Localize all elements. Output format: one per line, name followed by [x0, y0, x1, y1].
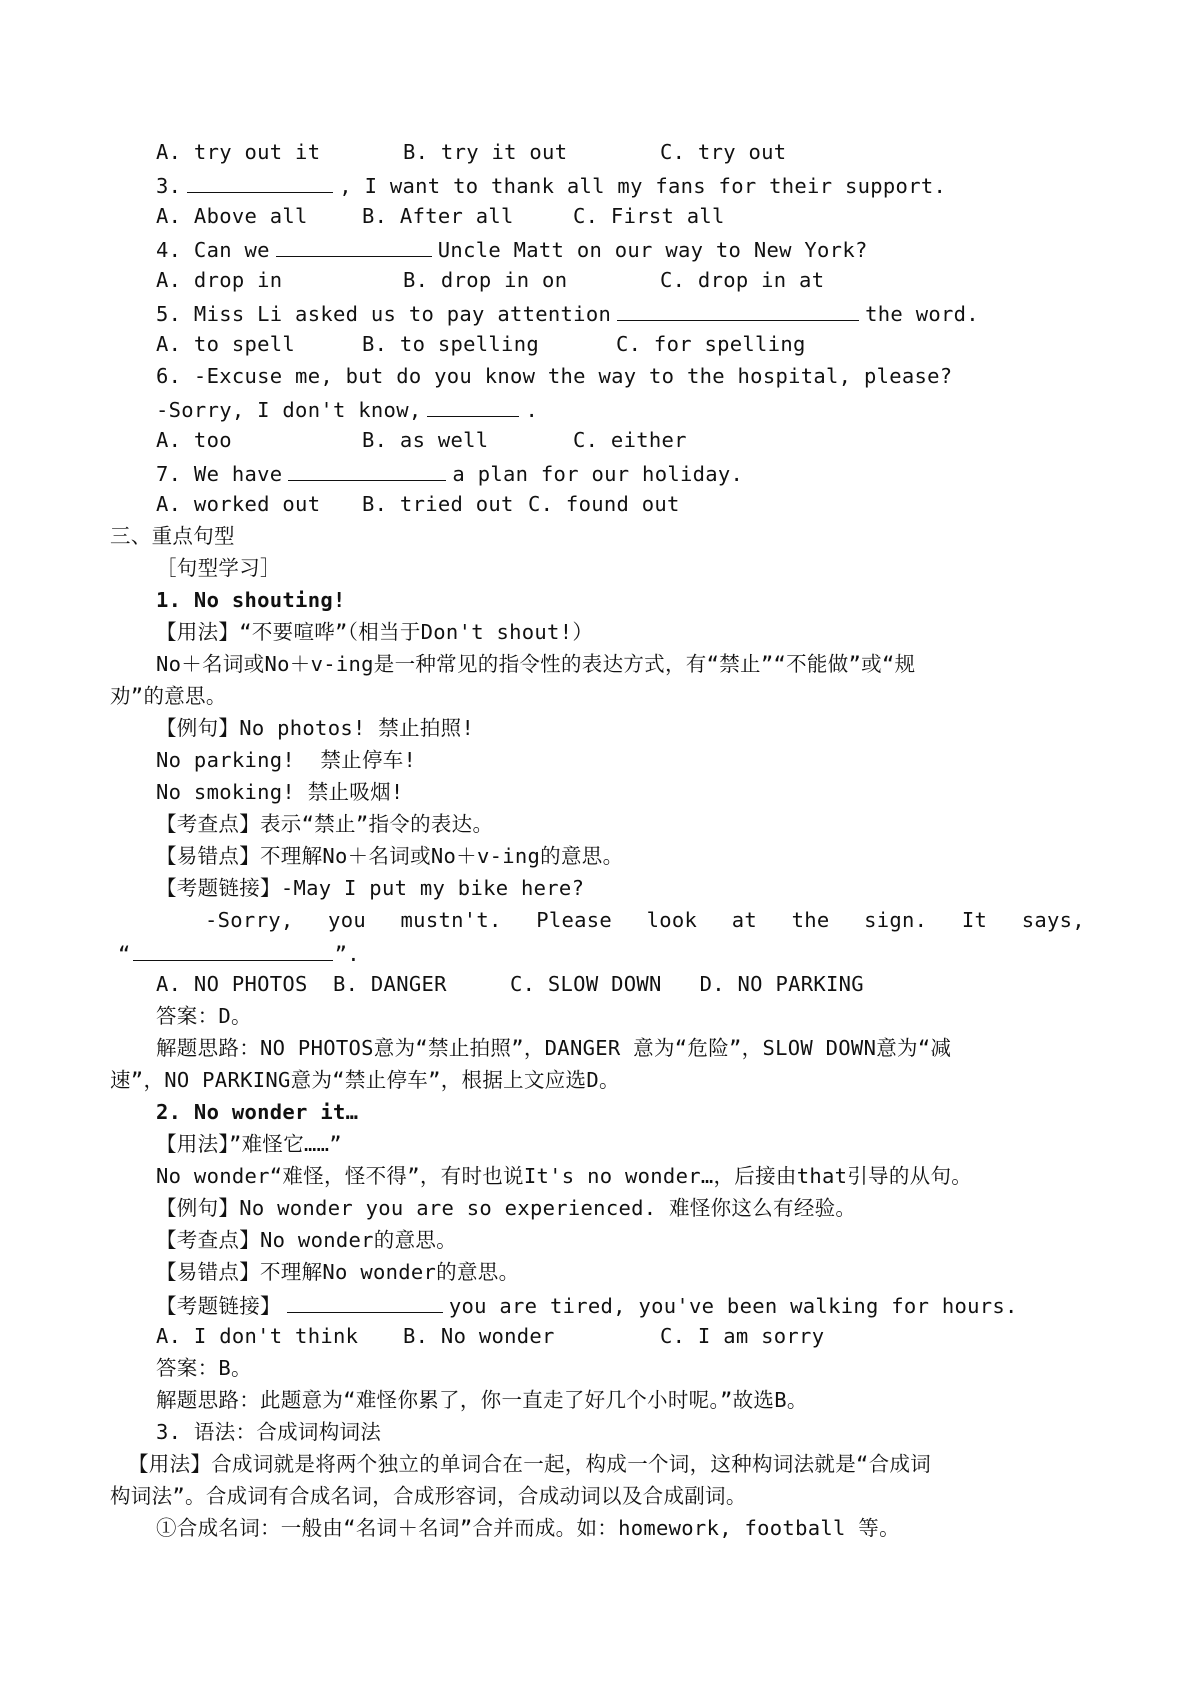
q5-option-b: B. to spelling	[362, 332, 539, 356]
q3-number: 3.	[156, 174, 182, 198]
q6-reply-text: -Sorry, I don't know,	[156, 398, 422, 422]
quote-blank	[133, 942, 333, 961]
pattern2-option-a: A. I don't think	[156, 1324, 359, 1348]
q7-text-post: a plan for our holiday.	[452, 462, 744, 486]
reply-word: at	[731, 908, 758, 932]
example-text: No photos! 禁止拍照!	[239, 716, 475, 740]
q3-text: , I want to thank all my fans for their support.	[339, 174, 947, 198]
q6-question: 6. -Excuse me, but do you know the way to the hospital, please?	[156, 364, 953, 388]
q2-option-c: C. try out	[660, 140, 787, 164]
q5-question	[156, 302, 979, 325]
q3-question	[156, 174, 946, 197]
q3-blank	[187, 174, 333, 193]
quote-close: ”.	[334, 942, 360, 966]
q7-option-a: A. worked out	[156, 492, 321, 516]
q6-blank	[427, 398, 519, 417]
q5-blank	[617, 302, 859, 321]
q6-reply-end: .	[525, 398, 539, 422]
pattern1-desc-line2: 劝”的意思。	[110, 684, 227, 708]
link-label: 【考题链接】	[156, 876, 281, 900]
q3-option-a: A. Above all	[156, 204, 308, 228]
pattern2-title: 2. No wonder it…	[156, 1100, 359, 1124]
pattern2-example	[156, 1198, 856, 1219]
pattern2-option-c: C. I am sorry	[660, 1324, 825, 1348]
usage-label: 【用法】	[156, 620, 240, 644]
q4-option-c: C. drop in at	[660, 268, 825, 292]
reply-word: says,	[1021, 908, 1085, 932]
q5-text-pre: 5. Miss Li asked us to pay attention	[156, 302, 612, 326]
q6-reply	[156, 398, 538, 421]
reply-word: you	[328, 908, 366, 932]
error-label: 【易错点】	[156, 1260, 260, 1284]
link-blank	[287, 1294, 443, 1313]
q7-blank	[288, 462, 446, 481]
q4-text-post: Uncle Matt on our way to New York?	[437, 238, 868, 262]
pattern1-options: A. NO PHOTOS B. DANGER C. SLOW DOWN D. NO PARKING	[156, 972, 864, 996]
link-text: -May I put my bike here?	[280, 876, 585, 900]
q3-option-b: B. After all	[362, 204, 514, 228]
error-label: 【易错点】	[156, 844, 260, 868]
q5-text-post: the word.	[865, 302, 979, 326]
link-label: 【考题链接】	[156, 1294, 281, 1318]
pattern2-point	[156, 1230, 457, 1251]
pattern2-explain: 解题思路：此题意为“难怪你累了，你一直走了好几个小时呢。”故选B。	[156, 1388, 808, 1412]
error-text: 不理解No wonder的意思。	[260, 1260, 520, 1284]
reply-word: mustn't.	[400, 908, 502, 932]
pattern2-answer: 答案：B。	[156, 1356, 252, 1380]
usage-text: ”难怪它……”	[228, 1132, 342, 1156]
q4-blank	[276, 238, 432, 257]
q2-option-b: B. try it out	[403, 140, 568, 164]
pattern1-desc-line1: No＋名词或No＋v-ing是一种常见的指令性的表达方式，有“禁止”“不能做”或“规	[156, 652, 916, 676]
q2-option-a: A. try out it	[156, 140, 321, 164]
q4-text-pre: 4. Can we	[156, 238, 270, 262]
q5-option-c: C. for spelling	[616, 332, 806, 356]
usage-label: 【用法】	[156, 1132, 229, 1156]
quote-open: “	[118, 942, 131, 966]
pattern1-point	[156, 814, 493, 835]
pattern2-usage	[156, 1134, 342, 1155]
pattern1-example3: No smoking! 禁止吸烟!	[156, 780, 404, 804]
pattern1-link	[156, 878, 584, 899]
pattern3-usage-line2: 构词法”。合成词有合成名词，合成形容词，合成动词以及合成副词。	[110, 1484, 747, 1508]
pattern3-item1: ①合成名词：一般由“名词＋名词”合并而成。如：homework, football 等。	[156, 1516, 900, 1540]
reply-word: look	[646, 908, 698, 932]
q4-option-b: B. drop in on	[403, 268, 568, 292]
example-text: No wonder you are so experienced. 难怪你这么有经验。	[239, 1196, 857, 1220]
q3-option-c: C. First all	[573, 204, 725, 228]
pattern1-example	[156, 718, 474, 739]
q7-option-c: C. found out	[528, 492, 680, 516]
pattern1-title: 1. No shouting!	[156, 588, 346, 612]
example-label: 【例句】	[156, 1196, 240, 1220]
q6-option-b: B. as well	[362, 428, 489, 452]
pattern1-quote-blank	[118, 942, 360, 965]
q6-option-a: A. too	[156, 428, 232, 452]
pattern1-answer: 答案：D。	[156, 1004, 252, 1028]
pattern3-usage-line1	[128, 1454, 931, 1475]
section-subheading: ［句型学习］	[156, 556, 281, 580]
reply-word: -Sorry,	[205, 908, 294, 932]
pattern1-error	[156, 846, 623, 867]
point-label: 【考查点】	[156, 812, 260, 836]
error-text: 不理解No＋名词或No＋v-ing的意思。	[260, 844, 624, 868]
usage-text: 合成词就是将两个独立的单词合在一起，构成一个词，这种构词法就是“合成词	[211, 1452, 932, 1476]
pattern1-explain-line2: 速”，NO PARKING意为“禁止停车”，根据上文应选D。	[110, 1068, 620, 1092]
section-heading: 三、重点句型	[110, 524, 235, 548]
link-text: you are tired, you've been walking for hours.	[448, 1294, 1018, 1318]
pattern1-example2: No parking! 禁止停车!	[156, 748, 417, 772]
q7-option-b: B. tried out	[362, 492, 514, 516]
pattern1-usage	[156, 622, 593, 643]
q5-option-a: A. to spell	[156, 332, 296, 356]
q7-question	[156, 462, 743, 485]
pattern3-title: 3. 语法：合成词构词法	[156, 1420, 382, 1444]
q4-option-a: A. drop in	[156, 268, 283, 292]
usage-label: 【用法】	[128, 1452, 212, 1476]
reply-word: Please	[536, 908, 613, 932]
q7-text-pre: 7. We have	[156, 462, 283, 486]
reply-word: the	[791, 908, 830, 932]
pattern2-option-b: B. No wonder	[403, 1324, 555, 1348]
usage-text: “不要喧哗”（相当于Don't shout!）	[239, 620, 594, 644]
example-label: 【例句】	[156, 716, 240, 740]
q4-question	[156, 238, 868, 261]
reply-word: sign.	[864, 908, 928, 932]
point-label: 【考查点】	[156, 1228, 260, 1252]
pattern2-error	[156, 1262, 519, 1283]
q6-option-c: C. either	[573, 428, 687, 452]
pattern2-desc: No wonder“难怪，怪不得”，有时也说It's no wonder…，后接由that引导的从句。	[156, 1164, 973, 1188]
pattern1-reply-line	[205, 910, 1085, 931]
reply-word: It	[961, 908, 988, 932]
point-text: No wonder的意思。	[260, 1228, 457, 1252]
pattern2-link	[156, 1294, 1018, 1317]
point-text: 表示“禁止”指令的表达。	[260, 812, 494, 836]
pattern1-explain-line1: 解题思路：NO PHOTOS意为“禁止拍照”，DANGER 意为“危险”，SLOW DOWN意为“减	[156, 1036, 952, 1060]
